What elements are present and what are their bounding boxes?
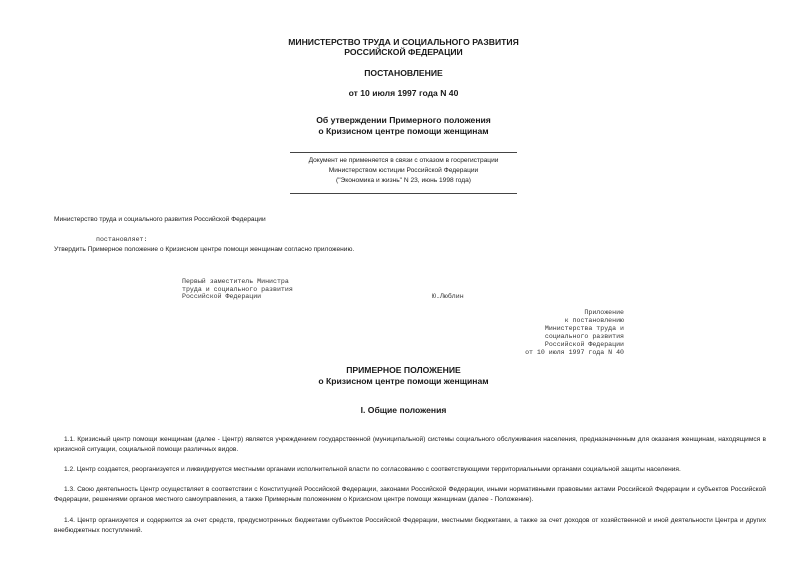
appendix-line3: Министерства труда и <box>544 325 624 332</box>
appendix-line6: от 10 июля 1997 года N 40 <box>525 349 624 356</box>
intro-text: Министерство труда и социального развития Российской Федерации <box>54 216 266 223</box>
notice-line2: Министерством юстиции Российской Федерации <box>328 167 479 174</box>
notice-line3: ("Экономика и жизнь" N 23, июнь 1998 года) <box>336 177 471 184</box>
notice-bottom-rule <box>290 193 517 194</box>
approve-text: Утвердить Примерное положение о Кризисном центре помощи женщинам согласно приложению. <box>54 246 355 253</box>
appendix-line5: Российской Федерации <box>544 341 624 348</box>
subject-line1: Об утверждении Примерного положения <box>316 115 491 125</box>
doc-type: ПОСТАНОВЛЕНИЕ <box>364 68 443 78</box>
resolves-text: постановляет: <box>96 236 148 243</box>
ministry-title-line2: РОССИЙСКОЙ ФЕДЕРАЦИИ <box>344 47 463 57</box>
signature-position-line1: Первый заместитель Министра <box>182 278 289 285</box>
notice-line1: Документ не применяется в связи с отказом в госрегистрации <box>308 157 499 164</box>
signature-position-line3: Российской Федерации <box>182 293 262 300</box>
paragraph-1-2: 1.2. Центр создается, реорганизуется и ликвидируется местными органами исполнительной власти по согласованию с соответствующими территориальными органами социальной защиты населения. <box>64 466 681 473</box>
ministry-title-line1: МИНИСТЕРСТВО ТРУДА И СОЦИАЛЬНОГО РАЗВИТИЯ <box>288 37 519 47</box>
section-title: I. Общие положения <box>360 405 447 415</box>
signature-name: Ю.Люблин <box>432 293 464 300</box>
notice-top-rule <box>290 152 517 153</box>
date-number: от 10 июля 1997 года N 40 <box>348 88 459 98</box>
regulation-title-line2: о Кризисном центре помощи женщинам <box>318 376 489 386</box>
appendix-line1: Приложение <box>584 309 624 316</box>
paragraph-1-3: 1.3. Свою деятельность Центр осуществляет в соответствии с Конституцией Российской Федерации, законами Российской Федерации, иными нормативными правовыми актами Российской Федерации и субъектов Российской Федерации, решениями органов местного самоуправления, а также Примерным положением о Кризисном центре помощи женщинам (далее - Положение). <box>54 486 766 503</box>
subject-line2: о Кризисном центре помощи женщинам <box>318 126 489 136</box>
appendix-line4: социального развития <box>544 333 624 340</box>
regulation-title-line1: ПРИМЕРНОЕ ПОЛОЖЕНИЕ <box>346 365 461 375</box>
appendix-line2: к постановлению <box>564 317 624 324</box>
paragraph-1-4: 1.4. Центр организуется и содержится за счет средств, предусмотренных бюджетами субъектов Российской Федерации, местными бюджетами, а также за счет доходов от хозяйственной и иной деятельности Центра и других внебюджетных поступлений. <box>54 517 766 534</box>
paragraph-1-1: 1.1. Кризисный центр помощи женщинам (далее - Центр) является учреждением государственной (муниципальной) системы социального обслуживания населения, предназначенным для оказания женщинам, находящимся в кризисной ситуации, социальной помощи различных видов. <box>54 436 766 453</box>
signature-position-line2: труда и социального развития <box>182 286 293 293</box>
